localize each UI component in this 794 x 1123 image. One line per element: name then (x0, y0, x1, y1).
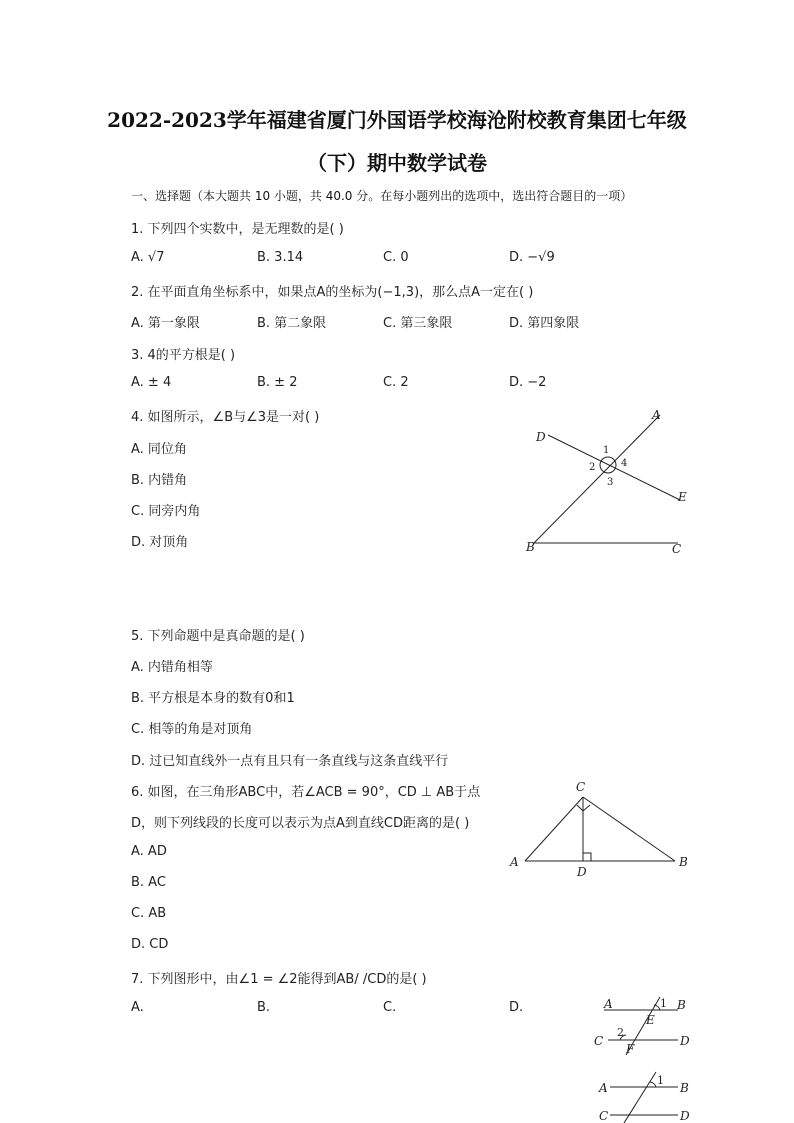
q6-label-c: C (576, 780, 586, 794)
q4-option-b: B. 内错角 (131, 473, 188, 488)
q4-option-c: C. 同旁内角 (131, 504, 201, 519)
q3-option-b: B. ± 2 (257, 375, 298, 390)
q3-option-a: A. ± 4 (131, 375, 172, 390)
q7-option-b: B. (257, 1000, 271, 1015)
q2-option-a: A. 第一象限 (131, 316, 200, 331)
q6-option-d: D. CD (131, 937, 169, 952)
q6-right-angle-d (583, 853, 591, 861)
q4-angle-1: 1 (603, 445, 610, 456)
question-4-stem: 4. 如图所示，∠B与∠3是一对( ) (131, 410, 320, 425)
q5-option-c: C. 相等的角是对顶角 (131, 722, 253, 737)
q2-option-c: C. 第三象限 (383, 316, 453, 331)
q2-option-d: D. 第四象限 (509, 316, 580, 331)
q1-option-b: B. 3.14 (257, 250, 304, 265)
q6-option-c: C. AB (131, 906, 167, 921)
q4-label-e: E (678, 490, 687, 504)
question-5-stem: 5. 下列命题中是真命题的是( ) (131, 629, 305, 644)
q6-label-b: B (679, 855, 688, 869)
q6-label-a: A (510, 855, 519, 869)
question-2-stem: 2. 在平面直角坐标系中，如果点A的坐标为(−1,3)，那么点A一定在( ) (131, 285, 534, 300)
q7f2-label-c: C (599, 1109, 609, 1123)
q7-option-a: A. (131, 1000, 144, 1015)
q4-line-ba (534, 415, 660, 543)
question-3-stem: 3. 4的平方根是( ) (131, 348, 236, 363)
question-6-stem-line2: D，则下列线段的长度可以表示为点A到直线CD距离的是( ) (131, 816, 470, 831)
q3-option-c: C. 2 (383, 375, 409, 390)
q6-figure (505, 775, 700, 880)
q7f1-label-d: D (680, 1034, 690, 1048)
q7f2-angle-1: 1 (657, 1074, 664, 1087)
q4-label-a: A (652, 408, 661, 422)
q4-label-d: D (536, 430, 546, 444)
q7f2-angle-1-arc (650, 1082, 656, 1087)
q7-figure-1 (590, 995, 695, 1057)
q7f1-label-a: A (604, 997, 613, 1011)
q4-angle-3: 3 (607, 477, 614, 488)
q4-angle-4: 4 (621, 458, 628, 469)
q7f1-label-f: F (626, 1042, 635, 1056)
q4-angle-2: 2 (589, 462, 596, 473)
q7-figure-2 (590, 1070, 695, 1123)
q6-label-d: D (577, 865, 587, 879)
q1-option-c: C. 0 (383, 250, 409, 265)
q7f2-label-b: B (680, 1081, 689, 1095)
question-7-stem: 7. 下列图形中，由∠1 = ∠2能得到AB/ /CD的是( ) (131, 972, 427, 987)
q7f1-angle-1: 1 (660, 997, 667, 1010)
section-header: 一、选择题（本大题共 10 小题，共 40.0 分。在每小题列出的选项中，选出符合题目的一项） (131, 189, 633, 203)
q3-option-d: D. −2 (509, 375, 547, 390)
q7f2-label-d: D (680, 1109, 690, 1123)
q5-option-b: B. 平方根是本身的数有0和1 (131, 691, 295, 706)
q4-option-d: D. 对顶角 (131, 535, 189, 550)
q7f1-label-b: B (677, 998, 686, 1012)
q7f1-angle-2: 2 (617, 1026, 624, 1039)
paper-title-line2: （下）期中数学试卷 (307, 151, 487, 175)
q6-option-b: B. AC (131, 875, 166, 890)
q4-label-c: C (672, 542, 682, 556)
q7f2-label-a: A (599, 1081, 608, 1095)
q1-option-a: A. √7 (131, 250, 165, 265)
paper-title-line1: 2022-2023学年福建省厦门外国语学校海沧附校教育集团七年级 (107, 108, 687, 132)
question-6-stem-line1: 6. 如图，在三角形ABC中，若∠ACB = 90°，CD ⊥ AB于点 (131, 785, 481, 800)
q7-option-d: D. (509, 1000, 524, 1015)
q5-option-d: D. 过已知直线外一点有且只有一条直线与这条直线平行 (131, 754, 449, 769)
q7f1-label-e: E (646, 1013, 655, 1027)
q6-side-bc (583, 797, 675, 861)
q4-option-a: A. 同位角 (131, 442, 187, 457)
q6-option-a: A. AD (131, 844, 167, 859)
q4-label-b: B (526, 540, 535, 554)
q4-figure (520, 405, 700, 560)
q1-option-d: D. −√9 (509, 250, 555, 265)
question-1-stem: 1. 下列四个实数中，是无理数的是( ) (131, 222, 344, 237)
q4-line-de (548, 435, 680, 500)
q6-side-ac (525, 797, 583, 861)
q2-option-b: B. 第二象限 (257, 316, 327, 331)
q7-option-c: C. (383, 1000, 397, 1015)
q5-option-a: A. 内错角相等 (131, 660, 213, 675)
q7f1-label-c: C (594, 1034, 604, 1048)
